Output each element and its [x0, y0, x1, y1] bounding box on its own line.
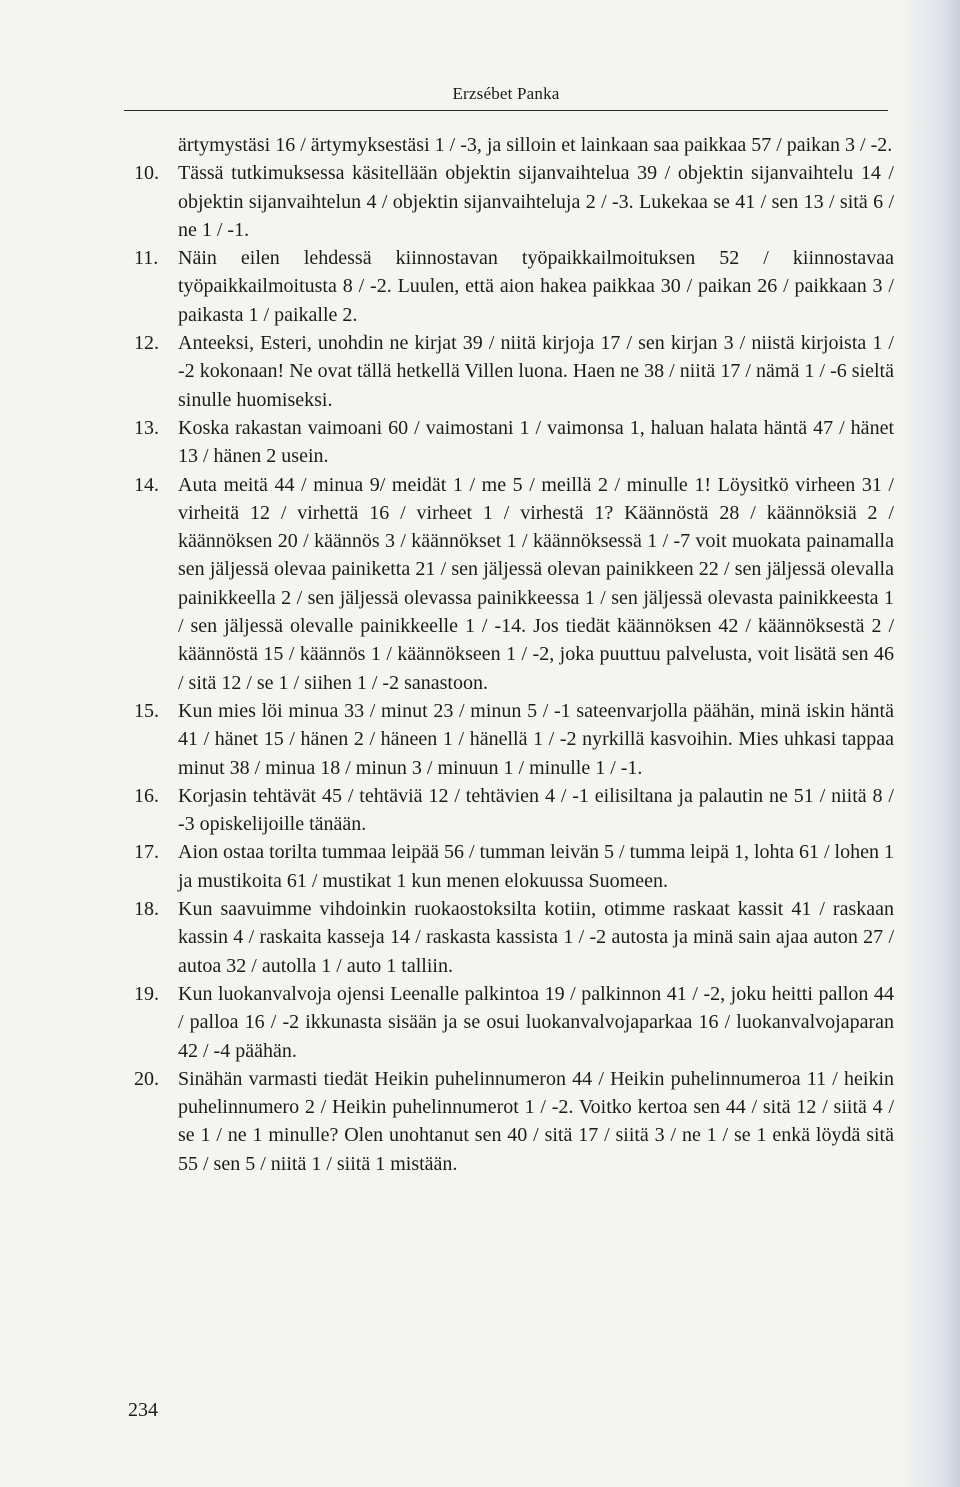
item-number: 19. [134, 982, 159, 1005]
list-item [134, 782, 894, 839]
item-text: Näin eilen lehdessä kiinnostavan työpaikkailmoituksen 52 / kiinnostavaa työpaikkailmoitusta 8 / -2. Luulen, että aion hakea paikkaa 30 / paikan 26 / paikkaan 3 / paikasta 1 / paikalle 2. [178, 247, 894, 326]
item-text: ärtymystäsi 16 / ärtymyksestäsi 1 / -3, ja silloin et lainkaan saa paikkaa 57 / paikan 3 / -2. [178, 134, 893, 156]
item-text: Korjasin tehtävät 45 / tehtäviä 12 / tehtävien 4 / -1 eilisiltana ja palautin ne 51 / niitä 8 / -3 opiskelijoille tänään. [178, 784, 894, 836]
item-number: 17. [134, 841, 159, 864]
item-number: 16. [134, 784, 159, 807]
header-rule [124, 110, 888, 111]
item-text: Aion ostaa torilta tummaa leipää 56 / tumman leivän 5 / tumma leipä 1, lohta 61 / lohen 1 ja mustikoita 61 / mustikat 1 kun menen elokuussa Suomeen. [178, 841, 894, 892]
exercise-list [134, 131, 894, 1178]
list-item [134, 159, 894, 244]
page-number: 234 [128, 1399, 158, 1421]
list-item [134, 1065, 894, 1178]
item-text: Tässä tutkimuksessa käsitellään objektin sijanvaihtelua 39 / objektin sijanvaihtelu 14 / objektin sijanvaihtelun 4 / objektin sijanvaihteluja 2 / -3. Lukekaa se 41 / sen 13 / sitä 6 / ne 1 / -1. [178, 162, 894, 241]
item-text: Sinähän varmasti tiedät Heikin puhelinnumeron 44 / Heikin puhelinnumeroa 11 / heikin puhelinnumero 2 / Heikin puhelinnumerot 1 / -2. Voitko kertoa sen 44 / sitä 12 / siitä 4 / se 1 / ne 1 minulle? Olen unohtanut sen 40 / sitä 17 / siitä 3 / ne 1 / se 1 enkä löydä sitä 55 / sen 5 / niitä 1 / siitä 1 mistään. [178, 1067, 894, 1175]
list-item [134, 244, 894, 329]
item-number: 10. [134, 162, 159, 185]
item-text: Koska rakastan vaimoani 60 / vaimostani 1 / vaimonsa 1, haluan halata häntä 47 / hänet 13 / hänen 2 usein. [178, 416, 894, 468]
item-number: 18. [134, 898, 159, 921]
item-number: 20. [134, 1067, 159, 1090]
item-number: 12. [134, 332, 159, 355]
item-number: 11. [134, 247, 159, 270]
list-item [134, 414, 894, 471]
item-text: Auta meitä 44 / minua 9/ meidät 1 / me 5 / meillä 2 / minulle 1! Löysitkö virheen 31 / virheitä 12 / virhettä 16 / virheet 1 / virhestä 1? Käännöstä 28 / käännöksiä 2 / käännöksen 20 / käännös 3 / käännökset 1 / käännöksessä 1 / -7 voit muokata painamalla sen jäljessä olevaa painiketta 21 / sen jäljessä olevan painikkeen 22 / sen jäljessä olevalla painikkeella 2 / sen jäljessä olevassa painikkeessa 1 / sen jäljessä olevasta painikkeesta 1 / sen jäljessä olevalle painikkeelle 1 / -14. Jos tiedät käännöksen 42 / käännöksestä 2 / käännöstä 15 / käännös 1 / käännökseen 1 / -2, joka puuttuu palvelusta, voit lisätä sen 46 / sitä 12 / se 1 / siihen 1 / -2 sanastoon. [178, 473, 894, 694]
list-item [134, 895, 894, 980]
list-item [134, 329, 894, 414]
item-text: Anteeksi, Esteri, unohdin ne kirjat 39 / niitä kirjoja 17 / sen kirjan 3 / niistä kirjoista 1 / -2 kokonaan! Ne ovat tällä hetkellä Villen luona. Haen ne 38 / niitä 17 / nämä 1 / -6 sieltä sinulle huomiseksi. [178, 332, 894, 411]
item-text: Kun saavuimme vihdoinkin ruokaostoksilta kotiin, otimme raskaat kassit 41 / raskaan kassin 4 / raskaita kasseja 14 / raskasta kassista 1 / -2 autosta ja minä sain ajaa auton 27 / autoa 32 / autolla 1 / auto 1 talliin. [178, 898, 894, 977]
item-number: 15. [134, 699, 159, 722]
item-number: 13. [134, 416, 159, 439]
list-item [134, 697, 894, 782]
list-item [134, 838, 894, 895]
list-item [134, 131, 894, 159]
item-text: Kun mies löi minua 33 / minut 23 / minun 5 / -1 sateenvarjolla päähän, minä iskin häntä 41 / hänet 15 / hänen 2 / häneen 1 / hänellä 1 / -2 nyrkillä kasvoihin. Mies uhkasi tappaa minut 38 / minua 18 / minun 3 / minuun 1 / minulle 1 / -1. [178, 699, 894, 779]
page-edge-shadow [900, 0, 960, 1487]
list-item [134, 471, 894, 697]
list-item [134, 980, 894, 1065]
item-number: 14. [134, 473, 159, 496]
item-text: Kun luokanvalvoja ojensi Leenalle palkintoa 19 / palkinnon 41 / -2, joku heitti pallon 44 / palloa 16 / -2 ikkunasta sisään ja se osui luokanvalvojaparkaa 16 / luokanvalvojaparan 42 / -4 päähän. [178, 982, 894, 1062]
running-header: Erzsébet Panka [452, 84, 560, 103]
